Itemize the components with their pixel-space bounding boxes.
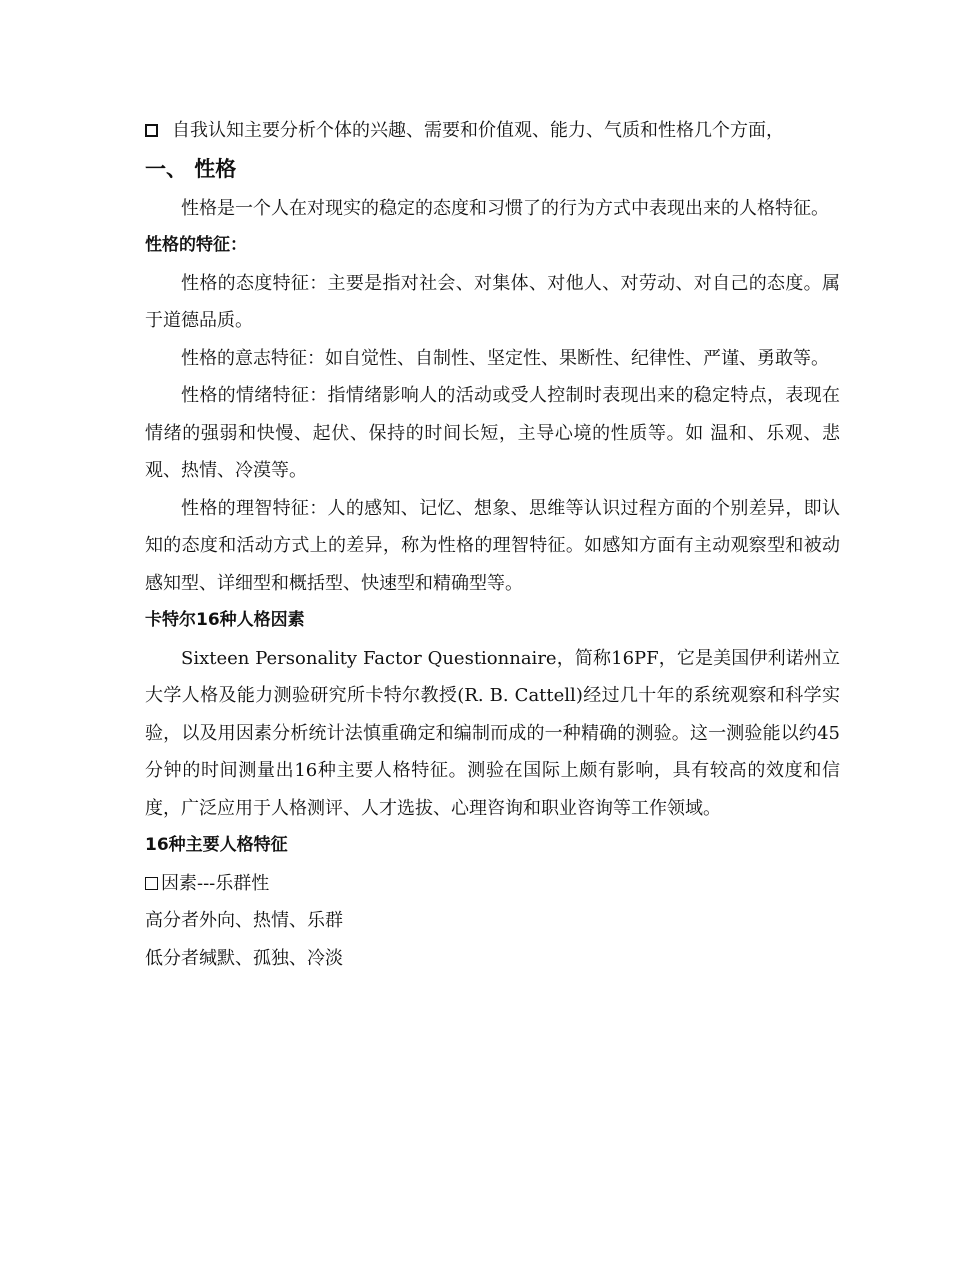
feature-attitude: 性格的态度特征：主要是指对社会、对集体、对他人、对劳动、对自己的态度。属于道德品质。 — [145, 272, 840, 331]
feature-intellect: 性格的理智特征：人的感知、记忆、想象、思维等认识过程方面的个别差异，即认知的态度和活动方式上的差异，称为性格的理智特征。如感知方面有主动观察型和被动感知型、详细型和概括型、快速型和精确型等。 — [145, 497, 840, 594]
factor-label: 因素---乐群性 — [161, 872, 270, 894]
feature-emotion: 性格的情绪特征：指情绪影响人的活动或受人控制时表现出来的稳定特点，表现在情绪的强弱和快慢、起伏、保持的时间长短，主导心境的性质等。如 温和、乐观、悲观、热情、冷漠等。 — [145, 385, 840, 481]
features-heading: 性格的特征： — [145, 235, 247, 255]
checkbox-square-icon — [145, 877, 158, 890]
section-title-personality: 一、 性格 — [145, 156, 237, 181]
high-score-line: 高分者外向、热情、乐群 — [145, 910, 343, 931]
traits-heading: 16种主要人格特征 — [145, 835, 288, 855]
factor-line — [145, 865, 840, 903]
cattell-heading: 卡特尔16种人格因素 — [145, 610, 305, 630]
intro-line — [145, 112, 840, 150]
checkbox-square-icon — [145, 124, 158, 137]
definition-paragraph: 性格是一个人在对现实的稳定的态度和习惯了的行为方式中表现出来的人格特征。 — [181, 197, 829, 219]
cattell-paragraph: Sixteen Personality Factor Questionnaire，简称16PF，它是美国伊利诺州立大学人格及能力测验研究所卡特尔教授(R. B. Cattell)经过几十年的系统观察和科学实验，以及用因素分析统计法慎重确定和编制而成的一种精确的测验。这一测验能以约45分钟的时间测量出16种主要人格特征。测验在国际上颇有影响，具有较高的效度和信度，广泛应用于人格测评、人才选拔、心理咨询和职业咨询等工作领域。 — [145, 647, 840, 819]
feature-will: 性格的意志特征：如自觉性、自制性、坚定性、果断性、纪律性、严谨、勇敢等。 — [181, 347, 829, 369]
low-score-line: 低分者缄默、孤独、冷淡 — [145, 947, 343, 969]
document-page — [145, 112, 840, 977]
intro-text: 自我认知主要分析个体的兴趣、需要和价值观、能力、气质和性格几个方面， — [172, 120, 784, 141]
